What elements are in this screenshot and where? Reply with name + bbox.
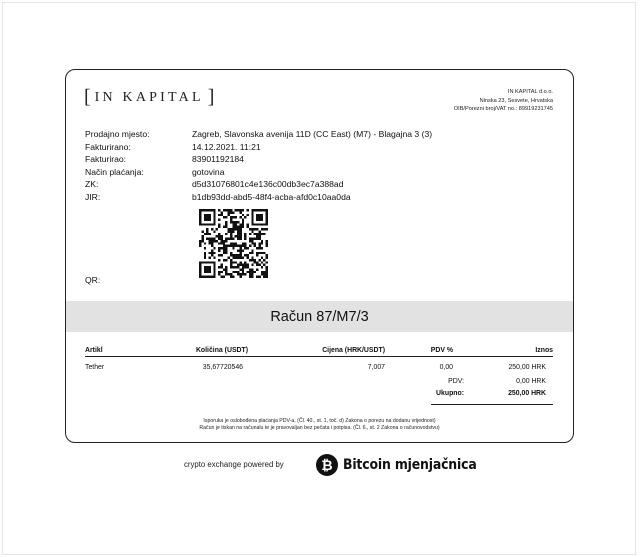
col-header-amount: Iznos [453,346,553,357]
invoice-title: Račun 87/M7/3 [270,308,369,325]
col-header-vat: PDV % [385,346,453,357]
bitcoin-mjenjacnica-logo [316,451,498,479]
grand-total-label: Ukupno: [436,389,464,397]
brand-name: Bitcoin mjenjačnica [343,457,477,473]
logo-bracket-left: [ [84,85,91,108]
bitcoin-icon [316,454,338,476]
detail-label: Fakturirano: [85,141,131,152]
total-row-sum [85,388,553,400]
totals-block [85,376,553,399]
invoice-title-band [66,301,573,332]
in-kapital-logo [84,85,215,108]
detail-value: Zagreb, Slavonska avenija 11D (CC East) (M7) - Blagajna 3 (3) [192,129,433,139]
logo-text: IN KAPITAL [94,90,204,105]
col-header-price: Cijena (HRK/USDT) [267,346,385,357]
detail-label: JIR: [85,191,101,202]
cell-quantity: 35,67720546 [202,364,243,371]
col-header-article: Artikl [85,346,177,357]
qr-code [199,209,268,278]
detail-row-jir [85,191,432,204]
items-table [85,346,553,371]
table-header-row [85,346,553,357]
detail-label: Način plaćanja: [85,166,144,177]
footnote-line-2: Račun je tiskan na računalu te je pravovaljan bez pečata i potpisa. (Čl. 6., st. 2 Zakona o računovodstvu) [199,425,440,432]
cell-vat: 0,00 [439,364,453,371]
detail-row-payment [85,166,432,179]
legal-footnote [66,418,573,433]
totals-divider [431,404,553,405]
col-header-quantity: Količina (USDT) [177,346,267,357]
company-oib: OIB/Porezni broj/VAT no.: 89919231745 [453,106,553,113]
cell-amount: 250,00 HRK [508,364,546,371]
vat-total-label: PDV: [448,378,464,386]
cell-price: 7,007 [367,364,385,371]
qr-label: QR: [85,275,101,285]
detail-row-invoiced [85,141,432,154]
detail-value: 14.12.2021. 11:21 [192,141,261,152]
detail-row-operator [85,153,432,166]
grand-total-value: 250,00 HRK [508,389,546,397]
logo-bracket-right: ] [207,85,215,108]
detail-value: gotovina [192,166,225,177]
total-row-vat [85,376,553,388]
detail-label: ZK: [85,179,99,190]
detail-value: 83901192184 [192,154,244,165]
cell-article: Tether [85,364,105,371]
receipt-card [65,69,574,443]
powered-by-text: crypto exchange powered by [184,460,284,469]
vat-total-value: 0,00 HRK [516,378,546,386]
invoice-details [85,128,432,204]
bitcoin-symbol: ₿ [321,457,333,474]
company-name: IN KAPITAL d.o.o. [507,89,553,95]
detail-value: b1db93dd-abd5-48f4-acba-afd0c10aa0da [192,191,351,202]
footnote-line-1: Isporuka je oslobođena plaćanja PDV-a, (Čl. 40., st. 1, toč. d) Zakona o porezu na dodanu vrijednost) [203,418,436,424]
detail-row-zk [85,178,432,191]
detail-label: Fakturirao: [85,154,127,165]
detail-value: d5d31076801c4e136c00db3ec7a388ad [192,179,344,190]
company-address: Ninska 23, Sesvete, Hrvatska [479,97,553,104]
table-row [85,357,553,372]
company-info [454,88,553,114]
detail-row-location [85,128,432,141]
detail-label: Prodajno mjesto: [85,129,150,139]
